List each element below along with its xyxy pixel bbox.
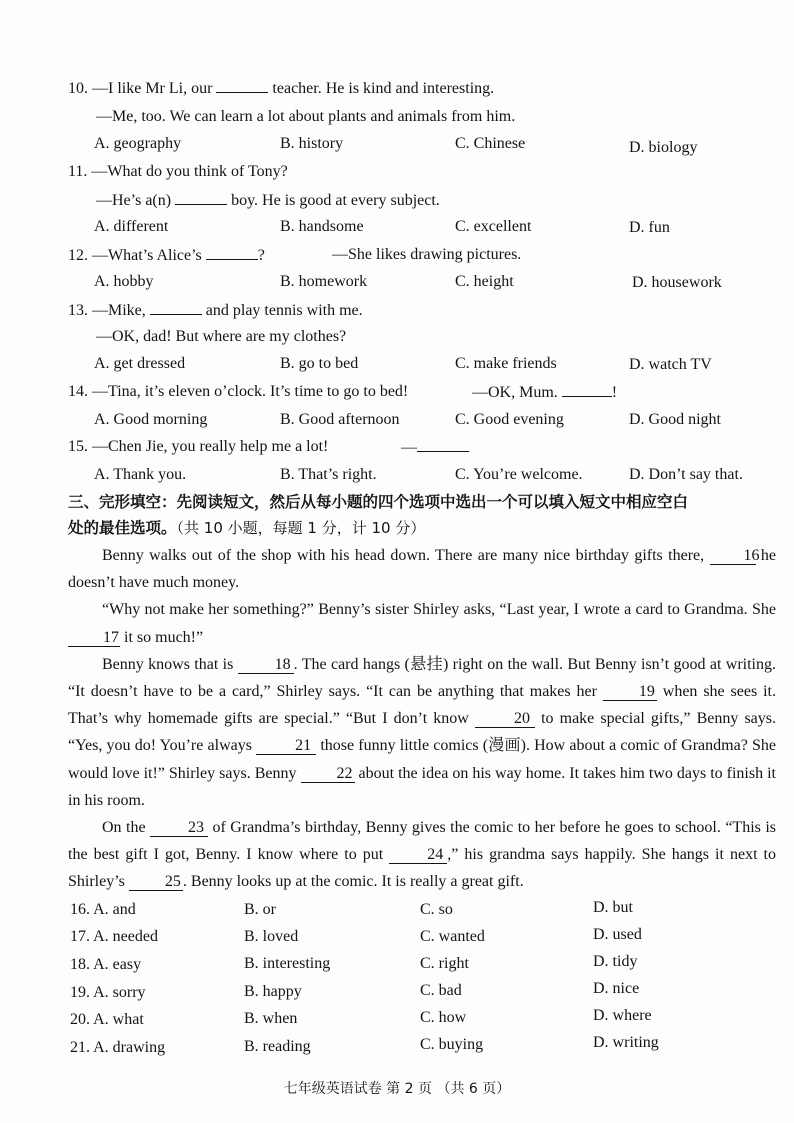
q15-option-d[interactable]: D. Don’t say that. bbox=[629, 466, 743, 483]
q17-option-d[interactable]: D. used bbox=[593, 926, 642, 943]
q19-option-b[interactable]: B. happy bbox=[244, 983, 302, 1000]
q21-option-d[interactable]: D. writing bbox=[593, 1034, 659, 1051]
q21-option-a[interactable]: 21. A. drawing bbox=[70, 1039, 166, 1056]
blank-20[interactable]: 20 bbox=[475, 711, 535, 728]
blank-25[interactable]: 25 bbox=[129, 874, 183, 891]
q15-blank[interactable] bbox=[417, 437, 469, 452]
blank-18[interactable]: 18 bbox=[238, 657, 294, 674]
q12-reply: —She likes drawing pictures. bbox=[332, 246, 522, 263]
q13-blank[interactable] bbox=[150, 300, 202, 315]
q17-option-b[interactable]: B. loved bbox=[244, 928, 299, 945]
q12-option-c[interactable]: C. height bbox=[455, 273, 514, 290]
q14-stem: 14. —Tina, it’s eleven o’clock. It’s time to go to bed! bbox=[68, 383, 409, 400]
q11-option-d[interactable]: D. fun bbox=[629, 219, 670, 236]
q11-blank[interactable] bbox=[175, 190, 227, 205]
q14-option-c[interactable]: C. Good evening bbox=[455, 411, 564, 428]
blank-16[interactable]: 16 bbox=[710, 548, 756, 565]
q13-option-c[interactable]: C. make friends bbox=[455, 355, 557, 372]
blank-17[interactable]: 17 bbox=[68, 630, 120, 647]
q11-option-b[interactable]: B. handsome bbox=[280, 218, 364, 235]
q10-option-d[interactable]: D. biology bbox=[629, 139, 698, 156]
passage-paragraph-2: “Why not make her something?” Benny’s sister Shirley asks, “Last year, I wrote a card to Grandma. She 17 it so much!” bbox=[68, 596, 776, 650]
q13-option-b[interactable]: B. go to bed bbox=[280, 355, 359, 372]
q14-reply: —OK, Mum. ! bbox=[472, 384, 618, 401]
q13-reply: —OK, dad! But where are my clothes? bbox=[96, 328, 347, 345]
page-footer: 七年级英语试卷 第 2 页 （共 6 页） bbox=[283, 1081, 511, 1097]
q13-option-a[interactable]: A. get dressed bbox=[94, 355, 186, 372]
q18-option-a[interactable]: 18. A. easy bbox=[70, 956, 142, 973]
q16-option-a[interactable]: 16. A. and bbox=[70, 901, 136, 918]
q12-option-a[interactable]: A. hobby bbox=[94, 273, 154, 290]
q12-stem: 12. —What’s Alice’s ? bbox=[68, 247, 265, 264]
q11-option-a[interactable]: A. different bbox=[94, 218, 169, 235]
q13-stem: 13. —Mike, and play tennis with me. bbox=[68, 302, 363, 319]
q10-blank[interactable] bbox=[216, 78, 268, 93]
q18-option-d[interactable]: D. tidy bbox=[593, 953, 638, 970]
q14-option-b[interactable]: B. Good afternoon bbox=[280, 411, 400, 428]
q12-option-d[interactable]: D. housework bbox=[632, 274, 722, 291]
q18-option-b[interactable]: B. interesting bbox=[244, 955, 331, 972]
blank-22[interactable]: 22 bbox=[301, 766, 355, 783]
q15-reply: — bbox=[401, 437, 469, 458]
q10-option-b[interactable]: B. history bbox=[280, 135, 344, 152]
passage-paragraph-3: Benny knows that is 18 . The card hangs (悬挂) right on the wall. But Benny isn’t good at writing. “It doesn’t have to be a card,” Shirley says. “It can be anything that makes her 19 when she sees it. That’s why homemade gifts are special.” “But I don’t know 20 to make special gifts,” Benny says. “Yes, you do! You’re always 21 those funny little comics (漫画). How about a comic of Grandma? She would love it!” Shirley says. Benny 22 about the idea on his way home. It takes him two days to finish it in his room. bbox=[68, 655, 777, 809]
q20-option-c[interactable]: C. how bbox=[420, 1009, 467, 1026]
q11-stem: —He’s a(n) boy. He is good at every subject. bbox=[96, 192, 440, 209]
q15-stem: 15. —Chen Jie, you really help me a lot! bbox=[68, 438, 329, 455]
q14-option-a[interactable]: A. Good morning bbox=[94, 411, 208, 428]
q20-option-d[interactable]: D. where bbox=[593, 1007, 652, 1024]
q10-option-a[interactable]: A. geography bbox=[94, 135, 182, 152]
blank-21[interactable]: 21 bbox=[256, 738, 316, 755]
q17-option-c[interactable]: C. wanted bbox=[420, 928, 485, 945]
section3-title-line1: 三、完形填空：先阅读短文，然后从每小题的四个选项中选出一个可以填入短文中相应空白 bbox=[68, 493, 689, 511]
blank-19[interactable]: 19 bbox=[603, 684, 657, 701]
q15-option-a[interactable]: A. Thank you. bbox=[94, 466, 187, 483]
q13-option-d[interactable]: D. watch TV bbox=[629, 356, 712, 373]
blank-24[interactable]: 24 bbox=[389, 847, 447, 864]
q17-option-a[interactable]: 17. A. needed bbox=[70, 928, 158, 945]
q12-blank[interactable] bbox=[206, 245, 258, 260]
q10-stem: 10. —I like Mr Li, our teacher. He is kind and interesting. bbox=[68, 80, 495, 97]
blank-23[interactable]: 23 bbox=[150, 820, 208, 837]
q20-option-a[interactable]: 20. A. what bbox=[70, 1011, 144, 1028]
q11-option-c[interactable]: C. excellent bbox=[455, 218, 532, 235]
q21-option-b[interactable]: B. reading bbox=[244, 1038, 311, 1055]
q19-option-c[interactable]: C. bad bbox=[420, 982, 462, 999]
section3-title-line2: 处的最佳选项。（共 10 小题，每题 1 分，计 10 分） bbox=[68, 519, 426, 537]
passage-paragraph-1: Benny walks out of the shop with his head down. There are many nice birthday gifts there, 16 he doesn’t have much money. bbox=[68, 547, 776, 592]
q14-blank[interactable] bbox=[562, 382, 612, 397]
q19-option-a[interactable]: 19. A. sorry bbox=[70, 984, 146, 1001]
q10-option-c[interactable]: C. Chinese bbox=[455, 135, 526, 152]
passage-paragraph-4: On the 23 of Grandma’s birthday, Benny gives the comic to her before he goes to school. “This is the best gift I got, Benny. I know where to put 24 ,” his grandma says happily. She hangs it next to Shirley’s 25 . Benny looks up at the comic. It is really a great gift. bbox=[68, 819, 776, 891]
cloze-passage bbox=[68, 542, 776, 896]
q19-option-d[interactable]: D. nice bbox=[593, 980, 640, 997]
q16-option-b[interactable]: B. or bbox=[244, 901, 276, 918]
q11-question: 11. —What do you think of Tony? bbox=[68, 163, 288, 180]
q10-reply: —Me, too. We can learn a lot about plants and animals from him. bbox=[96, 108, 516, 125]
q12-option-b[interactable]: B. homework bbox=[280, 273, 368, 290]
q20-option-b[interactable]: B. when bbox=[244, 1010, 298, 1027]
q15-option-b[interactable]: B. That’s right. bbox=[280, 466, 377, 483]
q15-option-c[interactable]: C. You’re welcome. bbox=[455, 466, 583, 483]
q21-option-c[interactable]: C. buying bbox=[420, 1036, 484, 1053]
q14-option-d[interactable]: D. Good night bbox=[629, 411, 721, 428]
q16-option-d[interactable]: D. but bbox=[593, 899, 633, 916]
q16-option-c[interactable]: C. so bbox=[420, 901, 453, 918]
q18-option-c[interactable]: C. right bbox=[420, 955, 469, 972]
